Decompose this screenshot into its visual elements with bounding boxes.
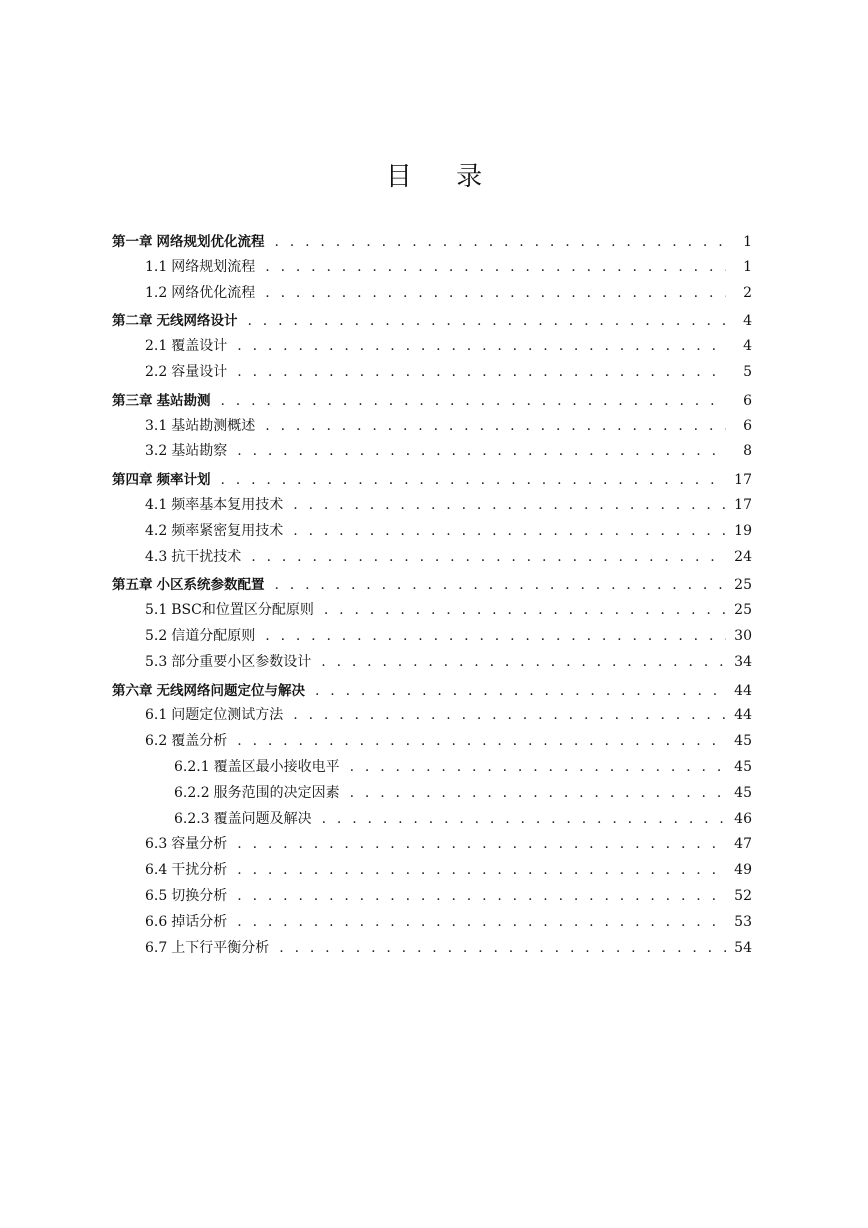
- toc-entry-number: 第二章: [112, 313, 153, 330]
- toc-section-entry[interactable]: [112, 625, 752, 651]
- dot-leader: [265, 628, 726, 644]
- toc-entry-number: 第六章: [112, 682, 153, 699]
- dot-leader: [321, 654, 726, 670]
- dot-leader: [237, 338, 726, 354]
- toc-entry-text: 抗干扰技术: [171, 548, 242, 565]
- toc-section-entry[interactable]: [112, 937, 752, 963]
- toc-page-number: 6: [743, 417, 752, 434]
- toc-entry-text: 覆盖问题及解决: [213, 810, 312, 827]
- toc-entry-text: 信道分配原则: [171, 627, 256, 644]
- dot-leader: [265, 418, 726, 434]
- toc-entry-number: 4.2: [145, 522, 168, 539]
- toc-entry-number: 4.1: [145, 496, 168, 513]
- toc-entry-text: 频率紧密复用技术: [171, 522, 284, 539]
- toc-page-number: 44: [734, 707, 752, 724]
- toc-entry-text: BSC和位置区分配原则: [171, 602, 314, 619]
- toc-entry-text: 切换分析: [171, 887, 228, 904]
- toc-page-number: 17: [734, 496, 752, 513]
- toc-section-entry[interactable]: [112, 808, 752, 834]
- toc-entry-number: 5.2: [145, 627, 168, 644]
- toc-entry-number: 6.2: [145, 733, 168, 750]
- toc-entry-label: [112, 468, 221, 488]
- toc-section-entry[interactable]: [112, 494, 752, 520]
- toc-entry-text: 频率基本复用技术: [171, 496, 284, 513]
- toc-page-number: 2: [743, 284, 752, 301]
- toc-chapter-entry[interactable]: [112, 573, 752, 599]
- toc-entry-text: 覆盖设计: [171, 338, 228, 355]
- toc-entry-label: [145, 833, 237, 853]
- toc-entry-label: [112, 309, 248, 329]
- toc-entry-label: [145, 859, 237, 879]
- toc-entry-text: 容量设计: [171, 363, 228, 380]
- toc-entry-text: 基站勘察: [171, 443, 228, 460]
- toc-section-entry[interactable]: [112, 546, 752, 572]
- toc-entry-label: [174, 756, 350, 776]
- toc-chapter-entry[interactable]: [112, 679, 752, 705]
- toc-entry-label: [112, 389, 221, 409]
- toc-entry-number: 6.2.2: [174, 784, 210, 801]
- toc-section-entry[interactable]: [112, 361, 752, 387]
- toc-section-entry[interactable]: [112, 440, 752, 466]
- toc-page-number: 1: [743, 234, 752, 250]
- toc-entry-label: [145, 911, 237, 931]
- toc-page-number: 46: [734, 810, 752, 827]
- toc-section-entry[interactable]: [112, 833, 752, 859]
- toc-page-number: 45: [734, 758, 752, 775]
- dot-leader: [248, 313, 727, 329]
- toc-page-number: 30: [734, 627, 752, 644]
- toc-section-entry[interactable]: [112, 704, 752, 730]
- toc-entry-text: 干扰分析: [171, 862, 228, 879]
- toc-section-entry[interactable]: [112, 282, 752, 308]
- toc-section-entry[interactable]: [112, 256, 752, 282]
- toc-entry-label: [112, 230, 275, 250]
- toc-entry-label: [145, 651, 321, 671]
- toc-entry-number: 2.2: [145, 363, 168, 380]
- toc-section-entry[interactable]: [112, 415, 752, 441]
- toc-entry-number: 3.2: [145, 443, 168, 460]
- toc-entry-text: 网络规划优化流程: [156, 234, 265, 250]
- toc-entry-label: [145, 704, 293, 724]
- toc-page-number: 25: [734, 577, 752, 594]
- dot-leader: [237, 364, 726, 380]
- dot-leader: [237, 914, 726, 930]
- toc-entry-label: [145, 937, 279, 957]
- toc-entry-number: 6.6: [145, 913, 168, 930]
- toc-entry-number: 6.5: [145, 887, 168, 904]
- toc-entry-number: 6.7: [145, 939, 168, 956]
- toc-entry-label: [145, 546, 251, 566]
- dot-leader: [265, 259, 726, 275]
- toc-entry-number: 第一章: [112, 234, 153, 250]
- toc-page-number: 47: [734, 836, 752, 853]
- toc-entry-label: [145, 256, 265, 276]
- toc-entry-label: [112, 573, 275, 593]
- toc-page-number: 4: [743, 338, 752, 355]
- toc-entry-text: 基站勘测: [156, 392, 211, 409]
- toc-entry-label: [145, 599, 324, 619]
- toc-entry-text: 无线网络设计: [156, 313, 238, 330]
- toc-page-number: 45: [734, 784, 752, 801]
- toc-page-number: 4: [743, 313, 752, 330]
- toc-entry-label: [145, 335, 237, 355]
- toc-entry-text: 容量分析: [171, 836, 228, 853]
- toc-section-entry[interactable]: [112, 520, 752, 546]
- toc-entry-label: [145, 885, 237, 905]
- toc-page-number: 19: [734, 522, 752, 539]
- toc-section-entry[interactable]: [112, 859, 752, 885]
- toc-page-number: 6: [743, 392, 752, 409]
- toc-page-number: 45: [734, 733, 752, 750]
- dot-leader: [237, 836, 726, 852]
- toc-chapter-entry[interactable]: [112, 309, 752, 335]
- dot-leader: [275, 577, 727, 593]
- toc-entry-label: [145, 440, 237, 460]
- toc-chapter-entry[interactable]: [112, 468, 752, 494]
- dot-leader: [275, 234, 727, 250]
- toc-entry-text: 频率计划: [156, 472, 211, 489]
- toc-section-entry[interactable]: [112, 911, 752, 937]
- dot-leader: [221, 472, 727, 488]
- toc-page-number: 8: [743, 443, 752, 460]
- dot-leader: [251, 549, 726, 565]
- toc-section-entry[interactable]: [112, 651, 752, 677]
- toc-entry-number: 6.3: [145, 836, 168, 853]
- dot-leader: [350, 785, 726, 801]
- toc-page-number: 24: [734, 548, 752, 565]
- dot-leader: [237, 888, 726, 904]
- dot-leader: [293, 523, 726, 539]
- toc-page-number: 52: [734, 887, 752, 904]
- toc-entry-text: 覆盖区最小接收电平: [213, 758, 340, 775]
- toc-entry-label: [112, 679, 315, 699]
- toc-entry-label: [145, 494, 293, 514]
- toc-page-number: 49: [734, 862, 752, 879]
- toc-entry-label: [174, 808, 322, 828]
- dot-leader: [265, 285, 726, 301]
- toc-chapter-entry[interactable]: [112, 389, 752, 415]
- toc-entry-number: 1.1: [145, 258, 168, 275]
- toc-page-number: 1: [743, 258, 752, 275]
- dot-leader: [293, 497, 726, 513]
- dot-leader: [237, 733, 726, 749]
- toc-section-entry[interactable]: [112, 335, 752, 361]
- toc-entry-text: 部分重要小区参数设计: [171, 653, 312, 670]
- toc-section-entry[interactable]: [112, 599, 752, 625]
- toc-page-number: 54: [734, 939, 752, 956]
- toc-entry-number: 第四章: [112, 472, 153, 489]
- toc-entry-text: 服务范围的决定因素: [213, 784, 340, 801]
- toc-entry-label: [145, 625, 265, 645]
- toc-entry-label: [145, 415, 265, 435]
- dot-leader: [279, 940, 726, 956]
- toc-entry-number: 第五章: [112, 577, 153, 594]
- toc-entry-number: 1.2: [145, 284, 168, 301]
- toc-entry-number: 6.4: [145, 862, 168, 879]
- toc-page-number: 25: [734, 602, 752, 619]
- toc-entry-text: 网络规划流程: [171, 258, 256, 275]
- dot-leader: [324, 602, 726, 618]
- toc-entry-label: [145, 361, 237, 381]
- dot-leader: [221, 393, 727, 409]
- toc-entry-label: [145, 730, 237, 750]
- toc-section-entry[interactable]: [112, 782, 752, 808]
- toc-entry-number: 第三章: [112, 392, 153, 409]
- dot-leader: [350, 759, 726, 775]
- toc-entry-number: 2.1: [145, 338, 168, 355]
- toc-entry-label: [174, 782, 350, 802]
- toc-page-number: 5: [743, 363, 752, 380]
- toc-section-entry[interactable]: [112, 885, 752, 911]
- toc-entry-number: 6.2.1: [174, 758, 210, 775]
- toc-entry-number: 6.2.3: [174, 810, 210, 827]
- toc-entry-text: 基站勘测概述: [171, 417, 256, 434]
- toc-entry-number: 4.3: [145, 548, 168, 565]
- toc-page-number: 53: [734, 913, 752, 930]
- toc-entry-text: 无线网络问题定位与解决: [156, 682, 305, 699]
- toc-entry-text: 掉话分析: [171, 913, 228, 930]
- toc-entry-text: 覆盖分析: [171, 733, 228, 750]
- toc-entry-number: 3.1: [145, 417, 168, 434]
- toc-entry-number: 5.3: [145, 653, 168, 670]
- toc-entry-text: 上下行平衡分析: [171, 939, 270, 956]
- toc-entry-label: [145, 520, 293, 540]
- dot-leader: [322, 811, 726, 827]
- toc-section-entry[interactable]: [112, 730, 752, 756]
- dot-leader: [237, 862, 726, 878]
- toc-section-entry[interactable]: [112, 756, 752, 782]
- dot-leader: [293, 707, 726, 723]
- toc-entry-text: 小区系统参数配置: [156, 577, 265, 594]
- toc-page-number: 17: [734, 472, 752, 489]
- toc-page-number: 44: [734, 682, 752, 699]
- dot-leader: [237, 443, 726, 459]
- toc-entry-text: 网络优化流程: [171, 284, 256, 301]
- toc-chapter-entry[interactable]: [112, 230, 752, 256]
- toc-page-number: 34: [734, 653, 752, 670]
- toc-entry-number: 6.1: [145, 707, 168, 724]
- toc-entry-text: 问题定位测试方法: [171, 707, 284, 724]
- dot-leader: [315, 683, 726, 699]
- table-of-contents: [112, 228, 752, 962]
- toc-entry-number: 5.1: [145, 602, 168, 619]
- page-title: 目 录: [385, 162, 501, 192]
- toc-entry-label: [145, 282, 265, 302]
